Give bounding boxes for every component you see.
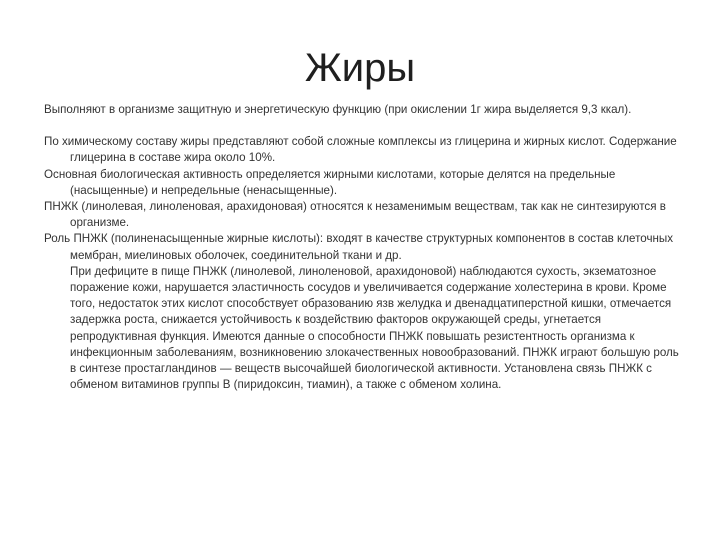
paragraph-essential-pufa: ПНЖК (линолевая, линоленовая, арахидоновая) относятся к незаменимым веществам, так как не синтезируются в организме. [44,200,666,230]
paragraph-biological-activity: Основная биологическая активность определяется жирными кислотами, которые делятся на предельные (насыщенные) и непредельные (ненасыщенные). [44,167,616,197]
paragraph-chemical-composition: По химическому составу жиры представляют собой сложные комплексы из глицерина и жирных кислот. Содержание глицерина в составе жира около 10%. [44,135,677,165]
slide-body [44,102,684,393]
pufa-role-text: Роль ПНЖК (полиненасыщенные жирные кислоты): входят в качестве структурных компонентов в состав клеточных мембран, миелиновых оболочек, соединительной ткани и др. [44,232,674,262]
pufa-deficiency-text: При дефиците в пище ПНЖК (линолевой, линоленовой, арахидоновой) наблюдаются сухость, экзематозное поражение кожи, нарушается эластичность сосудов и увеличивается содержание холестерина в крови. Кроме того, недостаток этих кислот способствует образованию язв желудка и двенадцатиперстной кишки, отмечается задержка роста, снижается устойчивость к воздействию факторов окружающей среды, угнетается репродуктивная функция. Имеются данные о способности ПНЖК повышать резистентность организма к инфекционным заболеваниям, возникновению злокачественных новообразований. ПНЖК играют большую роль в синтезе простагландинов — веществ высочайшей биологической активности. Установлена связь ПНЖК с обменом витаминов группы В (пиридоксин, тиамин), а также с обменом холина. [70,264,679,392]
paragraph-fat-function: Выполняют в организме защитную и энергетическую функцию (при окислении 1г жира выделяется 9,3 ккал). [44,103,632,116]
paragraph-pufa-role [44,231,684,393]
slide-title: Жиры [304,46,416,90]
